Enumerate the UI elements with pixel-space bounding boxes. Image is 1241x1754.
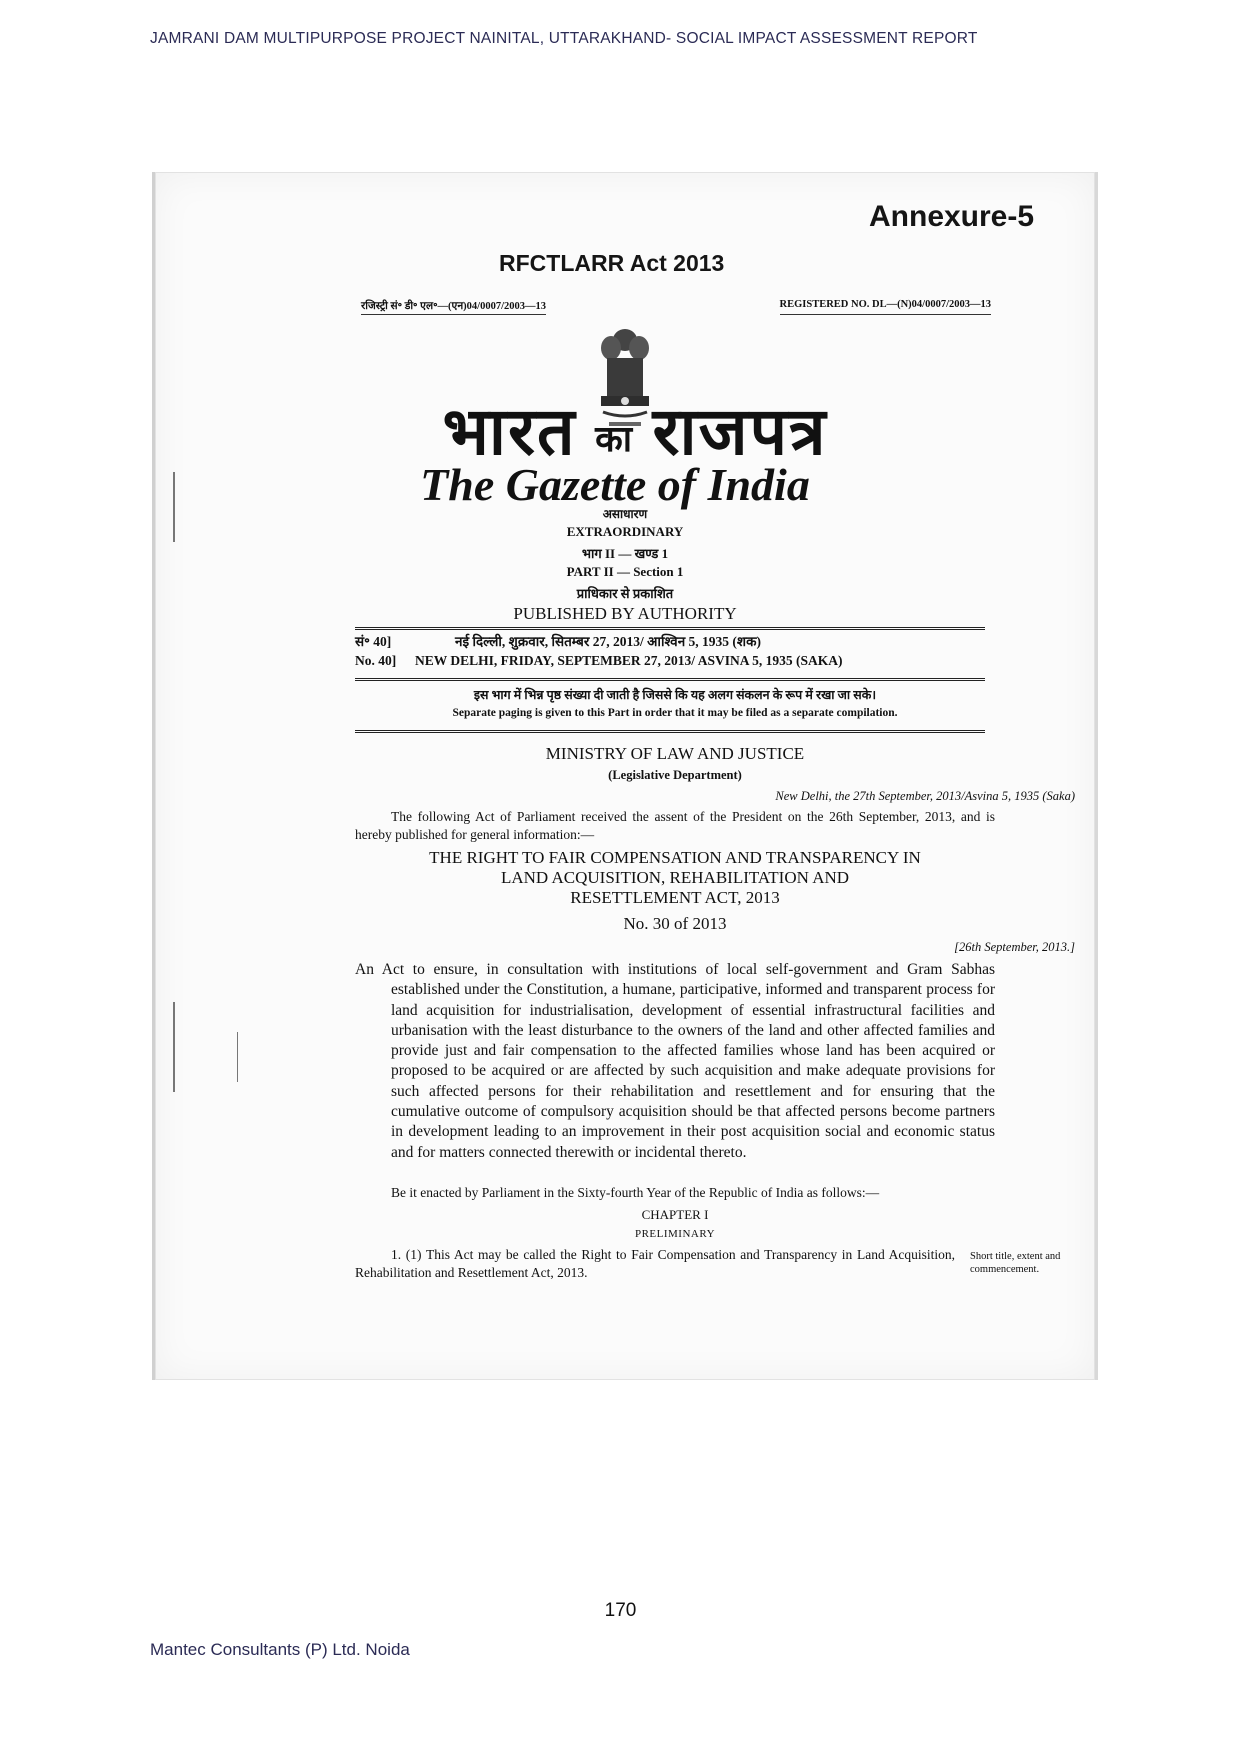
chapter-heading: CHAPTER I [641,1207,709,1222]
divider [355,730,985,733]
bhag-label: भाग II — खण्ड 1 [581,546,669,561]
published-by-authority: PUBLISHED BY AUTHORITY [513,604,737,623]
masthead-hindi-bharat: भारत [442,396,577,469]
registration-row [361,299,991,315]
act-number: No. 30 of 2013 [623,914,727,933]
divider [355,678,985,681]
paging-hindi: इस भाग में भिन्न पृष्ठ संख्या दी जाती है जिससे कि यह अलग संकलन के रूप में रखा जा सके। [473,688,877,702]
dateline: New Delhi, the 27th September, 2013/Asvina 5, 1935 (Saka) [775,789,1075,803]
page-header: JAMRANI DAM MULTIPURPOSE PROJECT NAINITAL, UTTARAKHAND- SOCIAL IMPACT ASSESSMENT REPORT [150,30,978,47]
enacting-formula: Be it enacted by Parliament in the Sixty-fourth Year of the Republic of India as follows:— [391,1185,880,1200]
department-title: (Legislative Department) [608,768,742,782]
extraordinary-label: EXTRAORDINARY [566,524,684,539]
paging-english: Separate paging is given to this Part in order that it may be filed as a separate compilation. [452,707,898,719]
act-title [355,848,995,908]
pradhikar-label: प्राधिकार से प्रकाशित [576,586,674,601]
act-heading: RFCTLARR Act 2013 [499,250,725,276]
issue-row [355,632,995,670]
scan-margin-mark [173,472,175,542]
margin-note: Short title, extent and commencement. [970,1251,1061,1275]
act-title-line-3: RESETTLEMENT ACT, 2013 [570,888,780,907]
masthead-hindi-ka: का [595,418,635,459]
issue-no-hindi: सं॰ 40] [355,634,392,649]
ministry-title: MINISTRY OF LAW AND JUSTICE [545,744,805,763]
scan-margin-mark [237,1032,238,1082]
registration-english: REGISTERED NO. DL—(N)04/0007/2003—13 [780,299,991,315]
section-1-text: 1. (1) This Act may be called the Right to Fair Compensation and Transparency in Land Acquisition, Rehabilitation and Resettlement Act, 2013. [355,1247,955,1280]
divider [355,627,985,630]
assent-text: The following Act of Parliament received the assent of the President on the 26th September, 2013, and is hereby published for general information:— [355,809,995,842]
masthead-english: The Gazette of India [420,459,810,510]
preamble [355,960,995,1163]
scanned-gazette-page [152,172,1098,1380]
registration-hindi: रजिस्ट्री सं॰ डी॰ एल॰—(एन)04/0007/2003—13 [361,299,546,315]
annexure-label: Annexure-5 [869,200,1035,233]
page-number: 170 [604,1600,637,1621]
preamble-text: An Act to ensure, in consultation with institutions of local self-government and Gram Sabhas established under the Constitution, a humane, participative, informed and transparent process for land acquisition for industrialisation, development of essential infrastructural facilities and urbanisation with the least disturbance to the owners of the land and other affected families and provide just and fair compensation to the affected families whose land has been acquired or proposed to be acquired or are affected by such acquisition and make adequate provisions for such affected persons for their rehabilitation and resettlement and for ensuring that the cumulative outcome of compulsory acquisition should be that affected persons become partners in development leading to an improvement in their post acquisition social and economic status and for matters connected therewith or incidental thereto. [355,961,995,1161]
assent-date: [26th September, 2013.] [954,940,1075,954]
act-title-line-1: THE RIGHT TO FAIR COMPENSATION AND TRANSPARENCY IN [429,848,921,867]
asadharan-label: असाधारण [602,507,648,521]
part-label: PART II — Section 1 [566,564,684,579]
scan-margin-mark [173,1002,175,1092]
page-footer: Mantec Consultants (P) Ltd. Noida [150,1640,410,1659]
masthead-hindi [385,396,885,469]
issue-date-english: NEW DELHI, FRIDAY, SEPTEMBER 27, 2013/ ASVINA 5, 1935 (SAKA) [415,653,843,668]
act-title-line-2: LAND ACQUISITION, REHABILITATION AND [500,868,850,887]
separate-paging-note [355,686,995,722]
masthead-hindi-rajpatra: राजपत्र [652,396,828,469]
issue-no-english: No. 40] [355,653,397,668]
issue-date-hindi: नई दिल्ली, शुक्रवार, सितम्बर 27, 2013/ आश्विन 5, 1935 (शक) [455,634,761,649]
preliminary-heading: PRELIMINARY [634,1228,716,1240]
